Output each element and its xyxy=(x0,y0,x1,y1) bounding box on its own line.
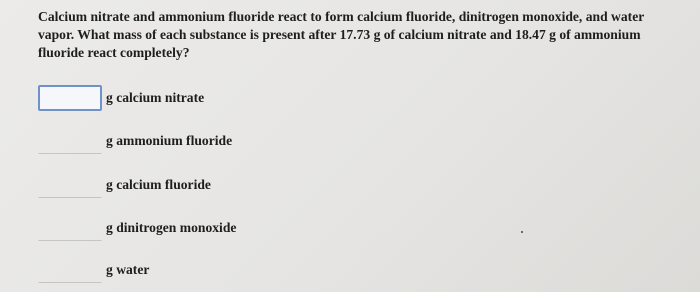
answer-row-calcium-nitrate xyxy=(38,84,204,112)
calcium-fluoride-mass-input[interactable] xyxy=(38,172,102,198)
water-unit-label: g water xyxy=(106,262,150,277)
ammonium-fluoride-unit-label: g ammonium fluoride xyxy=(106,133,233,148)
answer-row-dinitrogen-monoxide xyxy=(38,214,236,242)
answer-row-calcium-fluoride xyxy=(38,171,211,199)
water-mass-input[interactable] xyxy=(38,257,102,283)
answer-row-ammonium-fluoride xyxy=(38,127,232,155)
dinitrogen-monoxide-mass-input[interactable] xyxy=(38,215,102,241)
calcium-nitrate-unit-label: g calcium nitrate xyxy=(106,90,205,105)
dinitrogen-monoxide-unit-label: g dinitrogen monoxide xyxy=(106,220,237,235)
question-text: Calcium nitrate and ammonium fluoride react to form calcium fluoride, dinitrogen monoxide, and water vapor. What mass of each substance is present after 17.73 g of calcium nitrate and 18.47 g of ammonium fluoride react completely? xyxy=(38,9,645,60)
calcium-nitrate-mass-input[interactable] xyxy=(38,85,102,111)
calcium-fluoride-unit-label: g calcium fluoride xyxy=(106,177,211,192)
answer-row-water xyxy=(38,256,149,284)
stray-dot xyxy=(521,231,523,233)
ammonium-fluoride-mass-input[interactable] xyxy=(38,128,102,154)
